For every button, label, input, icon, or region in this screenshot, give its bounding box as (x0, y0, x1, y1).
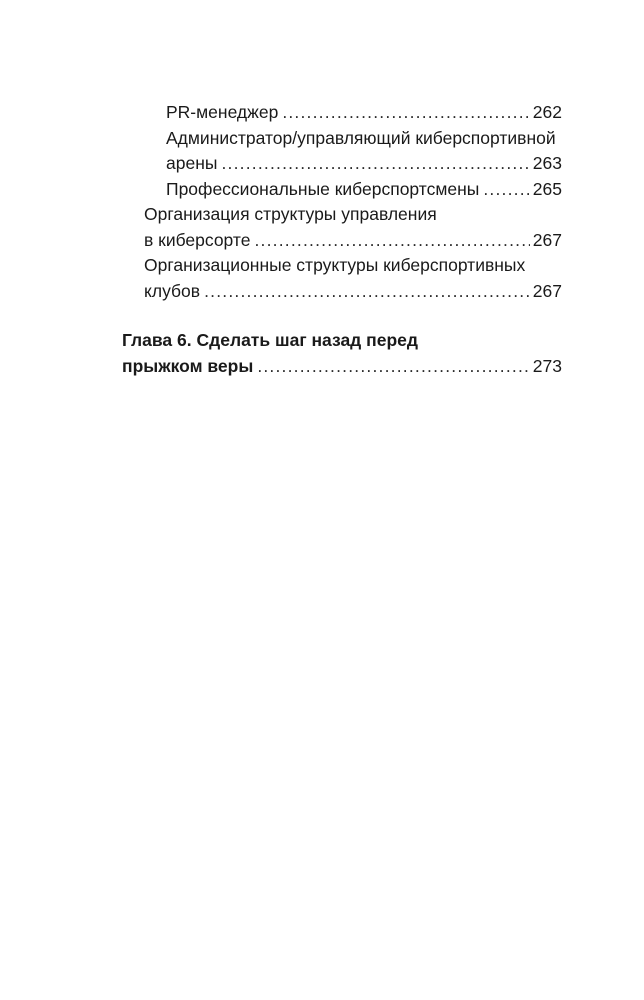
table-of-contents (0, 100, 644, 379)
toc-entry-management-structure[interactable] (144, 202, 562, 253)
toc-page-number: 267 (532, 229, 562, 250)
toc-page-number: 267 (532, 280, 562, 301)
dot-leader (204, 279, 530, 305)
toc-entry-arena-administrator[interactable] (166, 126, 562, 177)
toc-entry-pr-manager[interactable] (166, 100, 562, 126)
chapter-title-continued: прыжком веры (122, 355, 254, 376)
chapter-spacer (0, 304, 644, 328)
toc-entry-title: Организационные структуры киберспортивных (144, 255, 526, 275)
dot-leader (257, 354, 529, 380)
toc-entry-title: Администратор/управляющий киберспортивной (166, 127, 556, 148)
dot-leader (282, 100, 529, 126)
toc-page-number: 265 (532, 178, 562, 199)
toc-entry-title-continued: в киберсорте (144, 229, 251, 250)
chapter-title: Глава 6. Сделать шаг назад перед (122, 330, 418, 350)
dot-leader (254, 228, 529, 254)
toc-page-number: 262 (532, 102, 562, 122)
dot-leader (221, 151, 529, 177)
toc-chapter-6[interactable] (122, 328, 562, 379)
dot-leader (483, 177, 529, 203)
toc-entry-title: Профессиональные киберспортсмены (166, 178, 480, 199)
toc-entry-title: Организация структуры управления (144, 204, 437, 224)
toc-entry-title-continued: клубов (144, 280, 201, 301)
toc-entry-pro-players[interactable] (166, 177, 562, 203)
toc-page-number: 263 (532, 153, 562, 173)
toc-entry-title: PR-менеджер (166, 102, 279, 122)
chapter-page-number: 273 (532, 355, 562, 376)
toc-entry-title-continued: арены (166, 153, 218, 173)
toc-entry-club-structures[interactable] (144, 253, 562, 304)
